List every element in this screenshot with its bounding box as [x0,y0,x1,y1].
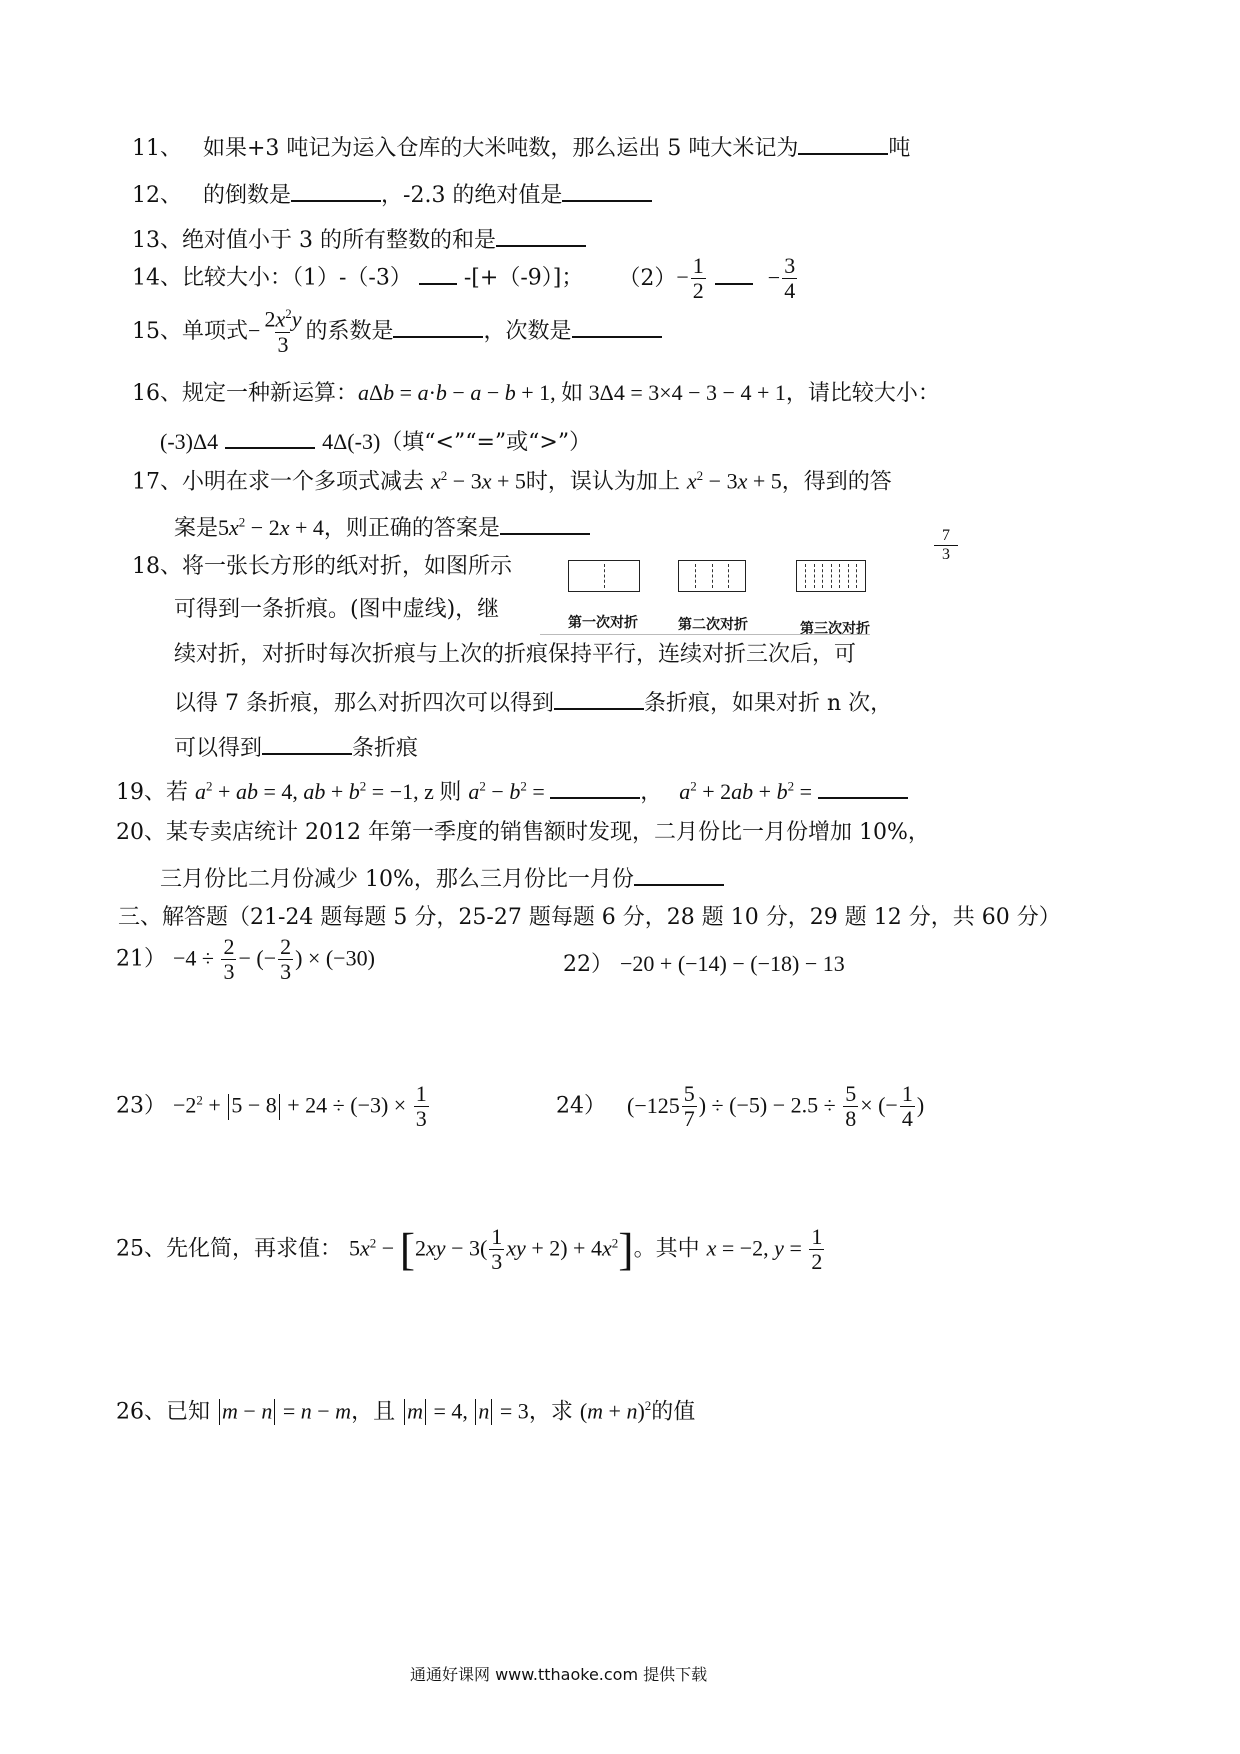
answer-blank[interactable] [291,178,381,202]
fraction: $\frac{1}{2}$ [811,1224,823,1275]
question-18 [132,554,512,580]
question-text: 将一张长方形的纸对折，如图所示 [182,554,513,579]
section-title: 三、解答题（21-24 题每题 5 分，25-27 题每题 6 分，28 题 10 分，29 题 12 分，共 60 分） [118,905,1061,930]
question-text: 的系数是 [305,318,394,344]
fraction-denominator: 3 [934,545,958,564]
question-20 [116,820,930,846]
question-20-cont [160,862,724,893]
question-unit: 吨 [888,136,911,161]
question-number: 21） [116,946,166,972]
question-17: 17、小明在求一个多项式减去 $x^2 - 3x + 5$时，误认为加上 $x^2 - 3x + 5$，得到的答 [132,468,892,495]
question-text: 先化简，再求值： [166,1236,343,1262]
fold-line [814,564,815,588]
question-text: 案是 [174,516,219,541]
question-12 [132,178,652,209]
margin-fraction [934,527,958,564]
fold-two-rect [678,560,746,592]
fraction: $\frac{5}{7}$ [683,1081,695,1132]
question-text: 规定一种新运算： [182,381,359,406]
question-text: ，得到的答 [781,469,892,495]
question-number: 16、 [132,381,182,406]
question-text: ，求 [528,1399,573,1425]
fold-line [712,564,713,588]
fold-three-rect [796,560,866,592]
question-25: 25、先化简，再求值： $5x^2 - [2xy - 3$( $\frac{1}{3}$ xy + $2) + 4x^2$]。其中 x = −2, y = $\frac{1}{2}$ [116,1223,823,1275]
question-18-line2 [174,597,499,623]
question-text: 小明在求一个多项式减去 [182,469,425,495]
fraction: $\frac{1}{3}$ [415,1081,427,1132]
question-text: 某专卖店统计 2012 年第一季度的销售额时发现，二月份比一月份增加 10%， [166,820,930,845]
fraction-numerator: 7 [942,527,950,544]
footer [410,1662,707,1685]
question-number: 11、 [132,136,182,161]
footer-text: 通通好课网 www.tthaoke.com 提供下载 [410,1665,708,1684]
fold-line [848,564,849,588]
question-number: 15、 [132,318,182,344]
question-text: ，次数是 [483,318,572,344]
fraction: $\frac{1}{4}$ [901,1081,913,1132]
figure-baseline [540,634,870,635]
section-heading [118,905,1061,931]
question-number: 20、 [116,820,166,845]
expression: 4Δ(-3) [322,429,381,454]
answer-blank[interactable] [634,862,724,886]
question-text: （2） [618,265,677,291]
question-text: 的值 [651,1399,696,1425]
question-11 [132,131,910,162]
fig-caption-2: 第二次对折 [678,617,748,633]
question-text: （填“<”“=”或“>”） [380,430,592,455]
fold-line [831,564,832,588]
question-13 [132,223,586,254]
fraction: $\frac{1}{2}$ [692,253,704,304]
fold-line [822,564,823,588]
question-text: 则 [439,780,462,805]
fraction: $\frac{5}{8}$ [845,1081,857,1132]
question-26: 26、已知 m − n = n − m，且 m = 4, n = 3，求 $(m + n)^2$的值 [116,1398,696,1425]
question-text: 可得到一条折痕。(图中虚线)，继 [174,597,500,622]
fig-caption-1: 第一次对折 [568,615,638,631]
question-text: ，则正确的答案是 [323,516,500,541]
question-text: 单项式 [182,318,249,344]
fig-caption-3: 第三次对折 [800,621,870,637]
question-18-line5 [174,731,418,762]
answer-blank[interactable] [419,261,457,285]
question-text: 条折痕，如果对折 n 次， [644,691,893,716]
fold-line [695,564,696,588]
question-text: 三月份比二月份减少 10%，那么三月份比一月份 [160,867,634,892]
question-text: ，且 [351,1399,396,1425]
question-15: 15、单项式− $\frac{2x^2y}{3}$ 的系数是 ，次数是 [132,307,662,357]
answer-blank[interactable] [798,131,888,155]
answer-blank[interactable] [496,223,586,247]
question-number: 17、 [132,469,182,495]
fold-line [856,564,857,588]
question-19: 19、若 $a^2$ + ab = 4, ab + $b^2 = -1$, z 则 $a^2 - b^2$ = ， $a^2 + 2ab + b^2$ = [116,775,908,806]
question-text: 若 [166,780,189,805]
question-22: 22） −20 + (−14) − (−18) − 13 [563,951,845,977]
answer-blank[interactable] [550,775,640,799]
question-text: 可以得到 [174,736,263,761]
fold-line [728,564,729,588]
question-number: 24） [556,1093,606,1119]
answer-blank[interactable] [818,775,908,799]
question-text: ，-2.3 的绝对值是 [381,183,563,208]
fraction: $\frac{2}{3}$ [280,934,292,985]
folding-figure [540,550,880,650]
question-number: 18、 [132,554,182,579]
fold-line [805,564,806,588]
question-23: $23) -2^2 + 5 - 8 + 24 \div (-3)$ × $\frac{1}{3}$ [116,1081,427,1132]
question-number: 26、 [116,1399,166,1425]
question-number: 12、 [132,183,182,208]
question-text: 比较大小：（1）-（-3） [182,265,412,291]
question-16: 16、规定一种新运算：aΔb = a·b − a − b + 1, 如 3Δ4 = 3×4 − 3 − 4 + 1，请比较大小： [132,380,940,406]
fold-one-rect [568,560,640,592]
question-text: 已知 [166,1399,211,1425]
answer-blank[interactable] [393,314,483,338]
answer-blank[interactable] [715,261,753,285]
question-number: 13、 [132,228,182,253]
question-text: 续对折，对折时每次折痕与上次的折痕保持平行，连续对折三次后，可 [174,642,857,667]
fold-line [839,564,840,588]
question-text: 。其中 [633,1236,700,1262]
question-17-cont: 案是$5x^2 - 2x + 4$，则正确的答案是 [174,511,590,542]
fraction: $\frac{1}{3}$ [491,1224,503,1275]
question-text: 时，误认为加上 [525,469,680,495]
question-number: 25、 [116,1236,166,1262]
question-number: 22） [563,952,613,977]
question-number: 23） [116,1093,166,1119]
answer-blank[interactable] [562,178,652,202]
question-text: 绝对值小于 3 的所有整数的和是 [182,228,496,253]
answer-blank[interactable] [225,425,315,449]
fold-line [604,564,605,588]
answer-blank[interactable] [554,686,644,710]
question-21: 21） −4 ÷ $\frac{2}{3}$ − (− $\frac{2}{3}$ ) × (−30) [116,934,375,985]
question-text: -[+（-9）]； [463,265,584,291]
question-14: 14、比较大小：（1）-（-3） -[+（-9）]； （2）− $\frac{1}{2}$ − $\frac{3}{4}$ [132,253,796,304]
question-number: 14、 [132,265,182,291]
expression: (-3)Δ4 [160,429,219,454]
fraction: $\frac{2}{3}$ [223,934,235,985]
monomial-fraction: $\frac{2x^2y}{3}$ [264,306,302,357]
question-24: 24） (−125 $\frac{5}{7}$ ) ÷ (−5) − 2.5 ÷ $\frac{5}{8}$ × (− $\frac{1}{4}$ ) [556,1081,925,1132]
answer-blank[interactable] [572,314,662,338]
question-text: 以得 7 条折痕，那么对折四次可以得到 [174,691,554,716]
question-text: 的倒数是 [203,183,292,208]
fraction: $\frac{3}{4}$ [784,253,796,304]
question-18-line4 [174,686,892,717]
question-text: 如果+3 吨记为运入仓库的大米吨数，那么运出 5 吨大米记为 [203,136,799,161]
question-number: 19、 [116,780,166,805]
question-16-cont [160,425,591,456]
question-text: 条折痕 [352,736,419,761]
answer-blank[interactable] [500,511,590,535]
question-text: ，请比较大小： [785,381,940,406]
answer-blank[interactable] [262,731,352,755]
